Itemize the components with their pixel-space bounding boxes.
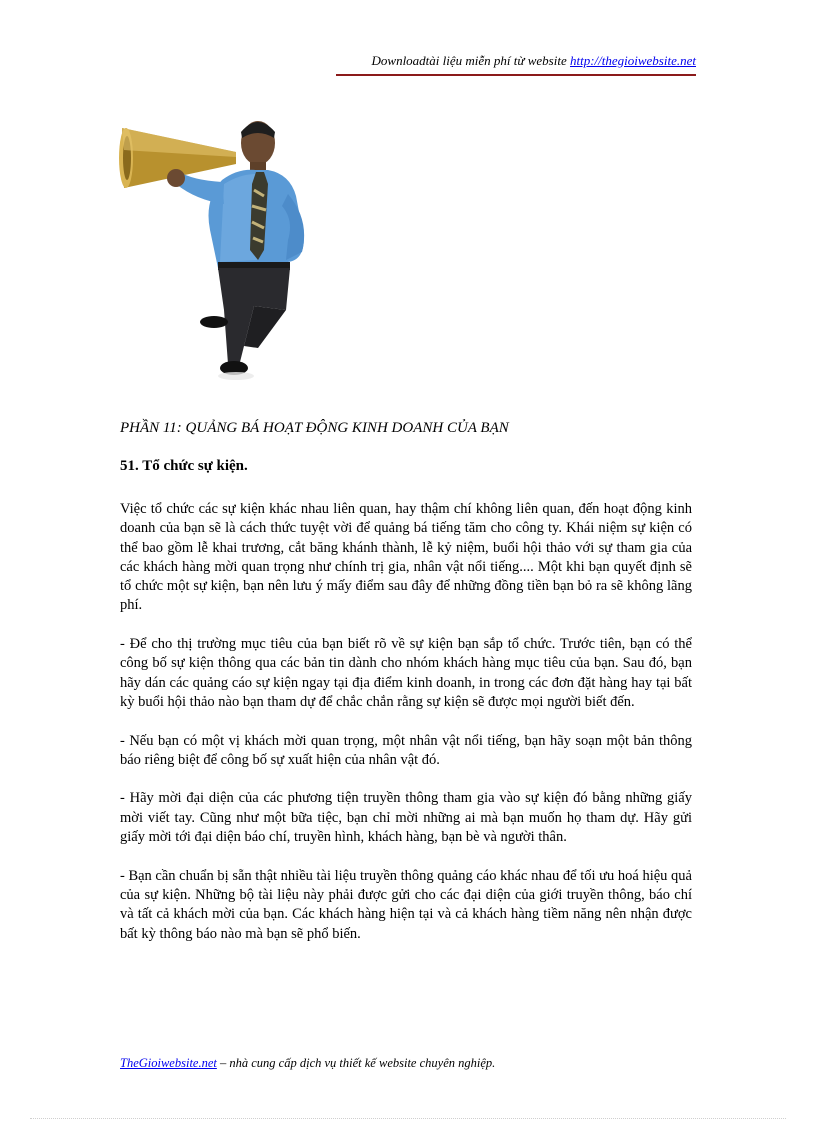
paragraph: - Nếu bạn có một vị khách mời quan trọng, một nhân vật nổi tiếng, bạn hãy soạn một bản thông báo riêng biệt để công bố sự xuất hiện của nhân vật đó. xyxy=(120,732,692,768)
paragraph: - Để cho thị trường mục tiêu của bạn biết rõ về sự kiện bạn sắp tổ chức. Trước tiên, bạn có thể công bố sự kiện thông qua các bản tin dành cho nhóm khách hàng mục tiêu của bạn. Sau đó, bạn hãy dán các quảng cáo sự kiện ngay tại địa điểm kinh doanh, in trong các đơn đặt hàng hay tại bất kỳ buổi hội thảo nào bạn tham dự để chắc chắn rằng sự kiện sẽ được mọi người biết đến. xyxy=(120,636,692,710)
footer-link[interactable]: TheGioiwebsite.net xyxy=(120,1056,217,1070)
header-divider xyxy=(336,74,696,76)
page-edge-divider xyxy=(30,1118,786,1119)
section-title: PHẦN 11: QUẢNG BÁ HOẠT ĐỘNG KINH DOANH CỦA BẠN xyxy=(120,420,509,436)
header-link[interactable]: http://thegioiwebsite.net xyxy=(569,53,696,68)
paragraph: - Bạn cần chuẩn bị sẵn thật nhiều tài liệu truyền thông quảng cáo khác nhau để tối ưu hoá hiệu quả của sự kiện. Những bộ tài liệu này phải được gửi cho các đại diện của giới truyền thông, báo chí và tất cả khách mời của bạn. Các khách hàng hiện tại và cả khách hàng tiềm năng nên nhận được bất kỳ thông báo nào mà bạn sẽ phổ biến. xyxy=(120,867,692,942)
paragraph: - Hãy mời đại diện của các phương tiện truyền thông tham gia vào sự kiện đó bằng những giấy mời viết tay. Cũng như một bữa tiệc, bạn chỉ mời những ai mà bạn muốn họ tham dự. Hãy gửi giấy mời tới đại diện báo chí, truyền hình, khách hàng, bạn bè và người thân. xyxy=(120,790,692,846)
body-text xyxy=(120,500,692,963)
subheading: 51. Tổ chức sự kiện. xyxy=(120,458,248,474)
page-footer xyxy=(120,1056,495,1071)
header-prefix: Downloadtài liệu miễn phí từ website xyxy=(371,53,570,68)
megaphone-man-illustration xyxy=(118,110,310,385)
footer-suffix: – nhà cung cấp dịch vụ thiết kế website chuyên nghiệp. xyxy=(216,1056,496,1070)
paragraph: Việc tổ chức các sự kiện khác nhau liên quan, hay thậm chí không liên quan, đến hoạt động kinh doanh của bạn sẽ là cách thức tuyệt vời để quảng bá tiếng tăm cho công ty. Khái niệm sự kiện có thể bao gồm lễ khai trương, cắt băng khánh thành, lễ kỷ niệm, buổi hội thảo với sự tham gia của các khách hàng mời quan trọng như chính trị gia, nhân vật nổi tiếng.... Một khi bạn quyết định sẽ tổ chức một sự kiện, bạn nên lưu ý mấy điểm sau đây để những đồng tiền bạn bỏ ra sẽ không lãng phí. xyxy=(120,501,692,614)
page-header xyxy=(372,53,696,69)
